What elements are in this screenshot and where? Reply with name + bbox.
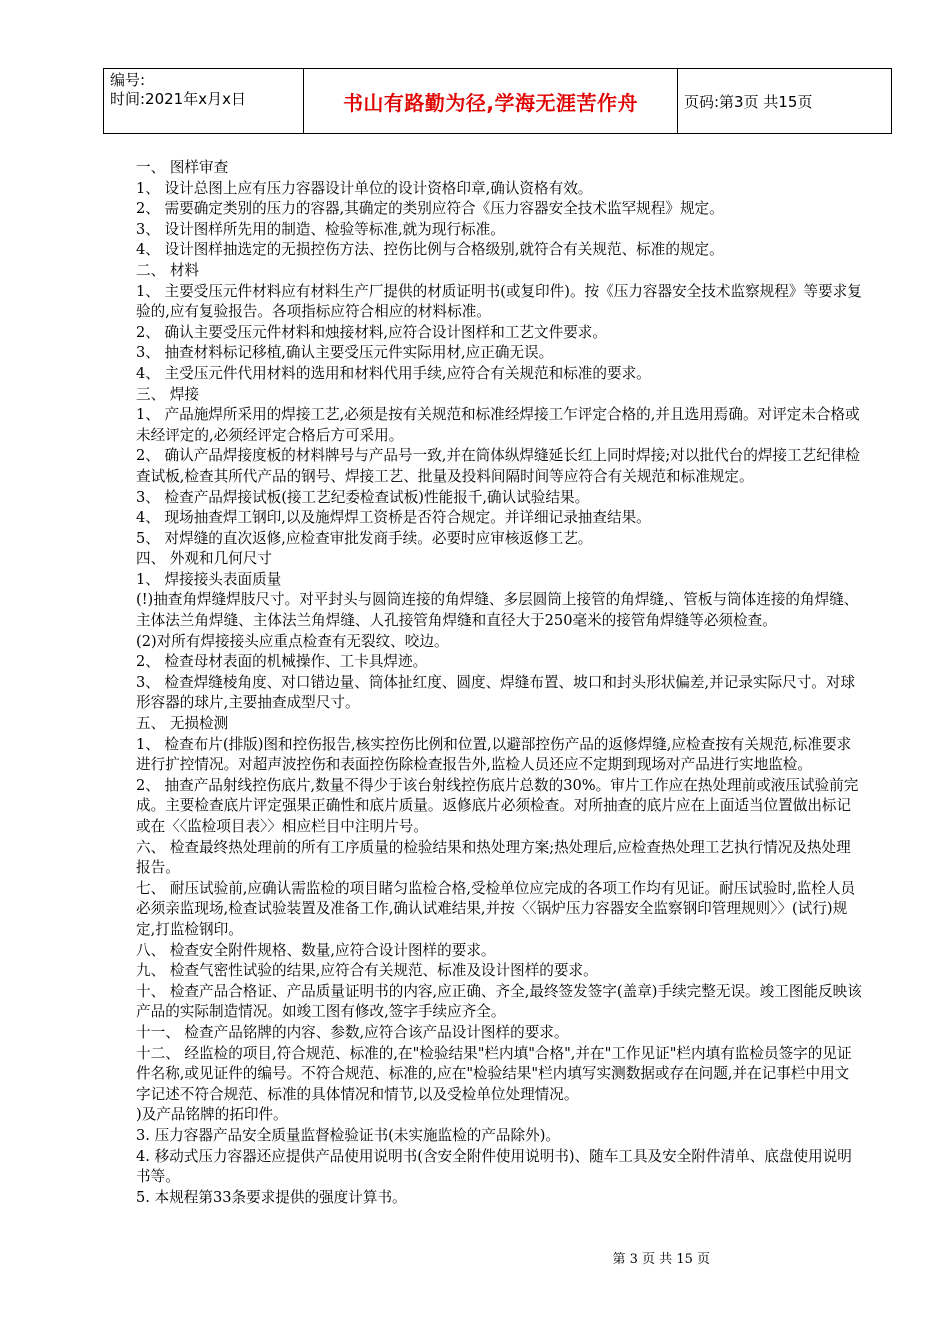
paragraph: 4、 现场抽查焊工钢印,以及施焊焊工资桥是否符合规定。并详细记录抽查结果。 [136,509,651,527]
paragraph: 5、 对焊缝的直次返修,应检查审批发商手续。必要时应审核返修工艺。 [136,529,593,547]
paragraph: 2、 需要确定类别的压力的容器,其确定的类别应符合《压力容器安全技术监罕规程》规定。 [136,200,724,218]
document-body [136,158,862,1208]
motto-text: 书山有路勤为径,学海无涯苦作舟 [342,90,639,115]
paragraph: 四、 外观和几何尺寸 [136,550,272,568]
paragraph: 1、 产品施焊所采用的焊接工艺,必须是按有关规范和标准经焊接工乍评定合格的,并且选用焉确。对评定未合格或未经评定的,必须经评定合格后方可采用。 [136,406,860,444]
paragraph: 九、 检查气密性试验的结果,应符合有关规范、标准及设计图样的要求。 [136,962,598,980]
paragraph: 5. 本规程第33条要求提供的强度计算书。 [136,1188,407,1206]
paragraph: 十一、 检查产品铭牌的内容、参数,应符合该产品设计图样的要求。 [136,1023,569,1041]
paragraph: 1、 焊接接头表面质量 [136,570,282,588]
header-left-cell [104,69,304,133]
number-label: 编号: [110,71,146,89]
page-label: 页码:第3页 共15页 [684,92,813,111]
paragraph: 3、 抽查材料标记移植,确认主要受压元件实际用材,应正确无误。 [136,344,554,362]
header-motto-cell [304,69,678,133]
paragraph: 三、 焊接 [136,385,200,403]
paragraph: 2、 确认主要受压元件材料和烛接材料,应符合设计图样和工艺文件要求。 [136,323,607,341]
paragraph: 2、 抽查产品射线控伤底片,数量不得少于该台射线控伤底片总数的30%。审片工作应在热处理前或液压试验前完成。主要检查底片评定强果正确性和底片质量。返修底片必须检查。对所抽查的底片应在上面适当位置做出标记或在〈〈监检项目表〉〉相应栏目中注明片号。 [136,776,859,835]
paragraph: 七、 耐压试验前,应确认需监检的项目睹匀监检合格,受检单位应完成的各项工作均有见证。耐压试验时,监栓人员必须亲监现场,检查试验装置及准备工作,确认试难结果,并按〈〈锅炉压力容器安全监察钢印管理规则〉〉(试行)规定,打监检钢印。 [136,879,856,938]
paragraph: 六、 检查最终热处理前的所有工序质量的检验结果和热处理方案;热处理后,应检查热处理工艺执行情况及热处理报告。 [136,838,851,877]
paragraph: (!)抽查角焊缝焊肢尺寸。对平封头与圆筒连接的角焊缝、多层圆筒上接管的角焊缝,、管板与筒体连接的角焊缝、主体法兰角焊缝、主体法兰角焊缝、人孔接管角焊缝和直径大于250毫米的接管角焊缝等必须检查。 [136,591,859,630]
paragraph: 十二、 经监检的项目,符合规范、标准的,在"检验结果"栏内填"合格",并在"工作见证"栏内填有监检员签字的见证件名称,或见证件的编号。不符合规范、标准的,应在"检验结果"栏内填写实测数据或存在问题,并在记事栏中用文字记述不符合规范、标准的具体情况和情节,以及受检单位处理情况。 [136,1044,852,1103]
paragraph: 二、 材料 [136,261,200,279]
paragraph: 4. 移动式压力容器还应提供产品使用说明书(含安全附件使用说明书)、随车工具及安全附件清单、底盘使用说明书等。 [136,1147,852,1186]
page-header [103,68,892,134]
header-page-cell [678,69,891,133]
paragraph: 十、 检查产品合格证、产品质量证明书的内容,应正确、齐全,最终签发签字(盖章)手续完整无误。竣工图能反映该产品的实际制造情况。如竣工图有修改,签字手续应齐全。 [136,982,862,1021]
paragraph: 4、 设计图样抽选定的无损控伤方法、控伤比例与合格级别,就符合有关规范、标准的规定。 [136,241,724,259]
paragraph: 3、 检查焊缝棱角度、对口错边量、筒体扯红度、圆度、焊缝布置、坡口和封头形状偏差,并记录实际尺寸。对球形容器的球片,主要抽查成型尺寸。 [136,673,856,712]
time-label: 时间:2021年x月x日 [110,90,246,108]
paragraph: 1、 主要受压元件材料应有材料生产厂提供的材质证明书(或复印件)。按《压力容器安全技术监察规程》等要求复验的,应有复验报告。各项指标应符合相应的材料标准。 [136,282,862,321]
paragraph: 3、 设计图样所先用的制造、检验等标准,就为现行标准。 [136,220,505,238]
paragraph: 1、 设计总图上应有压力容器设计单位的设计资格印章,确认资格有效。 [136,179,593,197]
paragraph: 1、 检查布片(排版)图和控伤报告,核实控伤比例和位置,以避部控伤产品的返修焊缝,应检查按有关规范,标准要求进行扩控情况。对超声波控伤和表面控伤除检查报告外,监检人员还应不定期到现场对产品进行实地监检。 [136,735,852,774]
paragraph: 3. 压力容器产品安全质量监督检验证书(未实施监检的产品除外)。 [136,1126,560,1144]
paragraph: 一、 图样审查 [136,159,229,176]
paragraph: )及产品铭牌的拓印件。 [136,1106,288,1124]
paragraph: (2)对所有焊接接头应重点检查有无裂纹、咬边。 [136,632,449,650]
page-footer: 第 3 页 共 15 页 [612,1252,710,1267]
paragraph: 3、 检查产品焊接试板(接工艺纪委检查试板)性能报千,确认试验结果。 [136,488,590,506]
paragraph: 2、 检查母材表面的机械操作、工卡具焊迹。 [136,653,428,671]
paragraph: 五、 无损检测 [136,715,229,733]
paragraph: 八、 检查安全附件规格、数量,应符合设计图样的要求。 [136,941,496,959]
paragraph: 4、 主受压元件代用材料的选用和材料代用手续,应符合有关规范和标准的要求。 [136,364,651,382]
paragraph: 2、 确认产品焊接度板的材料牌号与产品号一致,并在筒体纵焊缝延长红上同时焊接;对以批代台的焊接工艺纪律检查试板,检查其所代产品的钢号、焊接工艺、批量及投料间隔时间等应符合有关规范和标准规定。 [136,447,860,485]
